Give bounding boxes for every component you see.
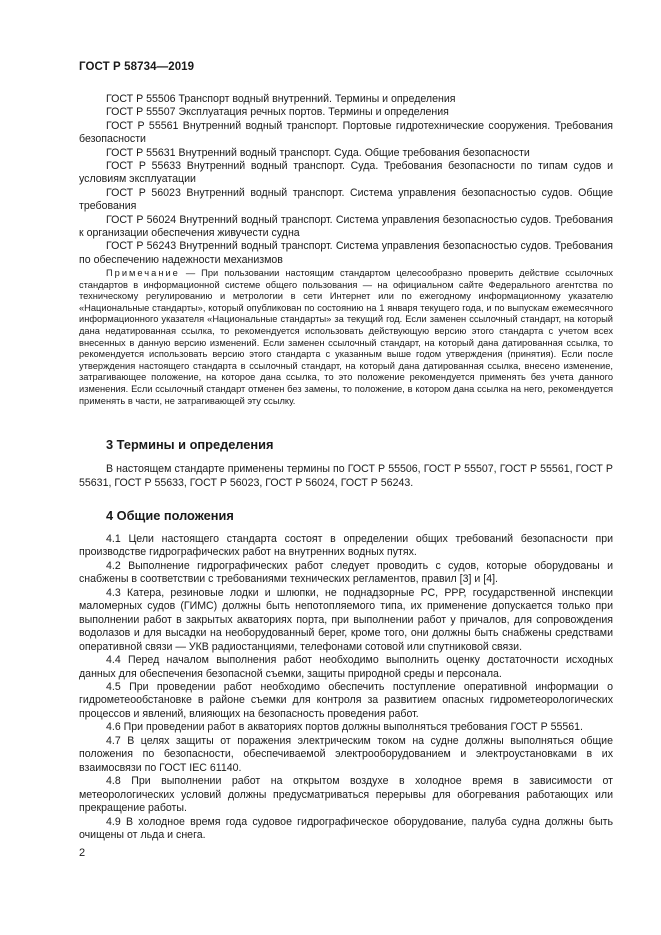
reference-item: ГОСТ Р 55561 Внутренний водный транспорт. Портовые гидротехнические сооружения. Требования безопасности <box>79 119 613 146</box>
section-3-body <box>79 462 613 491</box>
normative-references-list <box>79 93 613 267</box>
note-paragraph <box>79 268 613 407</box>
clause-4-6: 4.6 При проведении работ в акваториях портов должны выполняться требования ГОСТ Р 55561. <box>106 721 583 734</box>
section-4-heading: 4 Общие положения <box>106 508 234 523</box>
reference-item: ГОСТ Р 56024 Внутренний водный транспорт. Система управления безопасностью судов. Требования к организации обеспечения живучести судна <box>79 213 613 240</box>
reference-item: ГОСТ Р 55631 Внутренний водный транспорт. Суда. Общие требования безопасности <box>106 146 530 159</box>
section-3-heading: 3 Термины и определения <box>106 437 274 452</box>
note-label: Примечание <box>106 268 180 278</box>
clause-4-1: 4.1 Цели настоящего стандарта состоят в определении общих требований безопасности при производстве гидрографических работ на внутренних водных путях. <box>79 533 613 559</box>
note-block <box>79 268 613 407</box>
section-4-body <box>79 533 613 842</box>
reference-item: ГОСТ Р 56023 Внутренний водный транспорт. Система управления безопасностью судов. Общие требования <box>79 186 613 213</box>
reference-item: ГОСТ Р 55507 Эксплуатация речных портов. Термины и определения <box>106 106 449 119</box>
clause-4-8: 4.8 При выполнении работ на открытом воздухе в холодное время в зависимости от метеорологических условий должны предусматриваться перерывы для обогревания работающих или прекращение работы. <box>79 775 613 815</box>
clause-4-7: 4.7 В целях защиты от поражения электрическим током на судне должны выполняться общие положения по безопасности, обеспечиваемой электрооборудованием и электроустановками в их взаимосвязи по ГОСТ IEC 61140. <box>79 734 613 774</box>
page-number: 2 <box>79 847 86 859</box>
clause-4-5: 4.5 При проведении работ необходимо обеспечить поступление оперативной информации о гидрометеообстановке в районе съемки для контроля за развитием опасных гидрометеорологических процессов и явлений, влияющих на безопасность проведения работ. <box>79 680 613 720</box>
note-text: — При пользовании настоящим стандартом целесообразно проверить действие ссылочных стандартов в информационной системе общего пользования — на официальном сайте Федерального агентства по техническому регулированию и метрологии в сети Интернет или по ежегодному информационному указателю «Национальные стандарты», который опубликован по состоянию на 1 января текущего года, и по выпускам ежемесячного информационного указателя «Национальные стандарты» за текущий год. Если заменен ссылочный стандарт, на который дана недатированная ссылка, то рекомендуется использовать действующую версию этого стандарта с учетом всех внесенных в данную версию изменений. Если заменен ссылочный стандарт, на который дана датированная ссылка, то рекомендуется использовать версию этого стандарта с указанным выше годом утверждения (принятия). Если после утверждения настоящего стандарта в ссылочный стандарт, на который дана датированная ссылка, внесено изменение, затрагивающее положение, на которое дана ссылка, то это положение рекомендуется применять без учета данного изменения. Если ссылочный стандарт отменен без замены, то положение, в котором дана ссылка на него, рекомендуется применять в части, не затрагивающей эту ссылку. <box>79 268 613 406</box>
reference-item: ГОСТ Р 56243 Внутренний водный транспорт. Система управления безопасностью судов. Требования по обеспечению надежности механизмов <box>79 240 613 266</box>
section-3-paragraph: В настоящем стандарте применены термины по ГОСТ Р 55506, ГОСТ Р 55507, ГОСТ Р 55561, ГОСТ Р 55631, ГОСТ Р 55633, ГОСТ Р 56023, ГОСТ Р 56024, ГОСТ Р 56243. <box>79 463 613 490</box>
clause-4-3: 4.3 Катера, резиновые лодки и шлюпки, не поднадзорные РС, РРР, государственной инспекции маломерных судов (ГИМС) должны быть непотопляемого типа, их применение допускается только при выполнении работ в закрытых акваториях порта, при выполнении работ у причалов, для сопровождения водолазов и для высадки на необорудованный берег, кроме того, они должны быть снабжены средствами оперативной связи — УКВ радиостанциями, телефонами сотовой или спутниковой связи. <box>79 586 613 653</box>
clause-4-4: 4.4 Перед началом выполнения работ необходимо выполнить оценку достаточности исходных данных для обеспечения безопасной съемки, защиты природной среды и персонала. <box>79 654 613 680</box>
document-header: ГОСТ Р 58734—2019 <box>79 61 195 73</box>
reference-item: ГОСТ Р 55506 Транспорт водный внутренний. Термины и определения <box>106 93 456 105</box>
reference-item: ГОСТ Р 55633 Внутренний водный транспорт. Суда. Требования безопасности по типам судов и условиям эксплуатации <box>79 160 613 186</box>
clause-4-2: 4.2 Выполнение гидрографических работ следует проводить с судов, которые оборудованы и снабжены в соответствии с требованиями технических регламентов, правил [3] и [4]. <box>79 559 613 586</box>
clause-4-9: 4.9 В холодное время года судовое гидрографическое оборудование, палуба судна должны быть очищены от льда и снега. <box>79 815 613 841</box>
